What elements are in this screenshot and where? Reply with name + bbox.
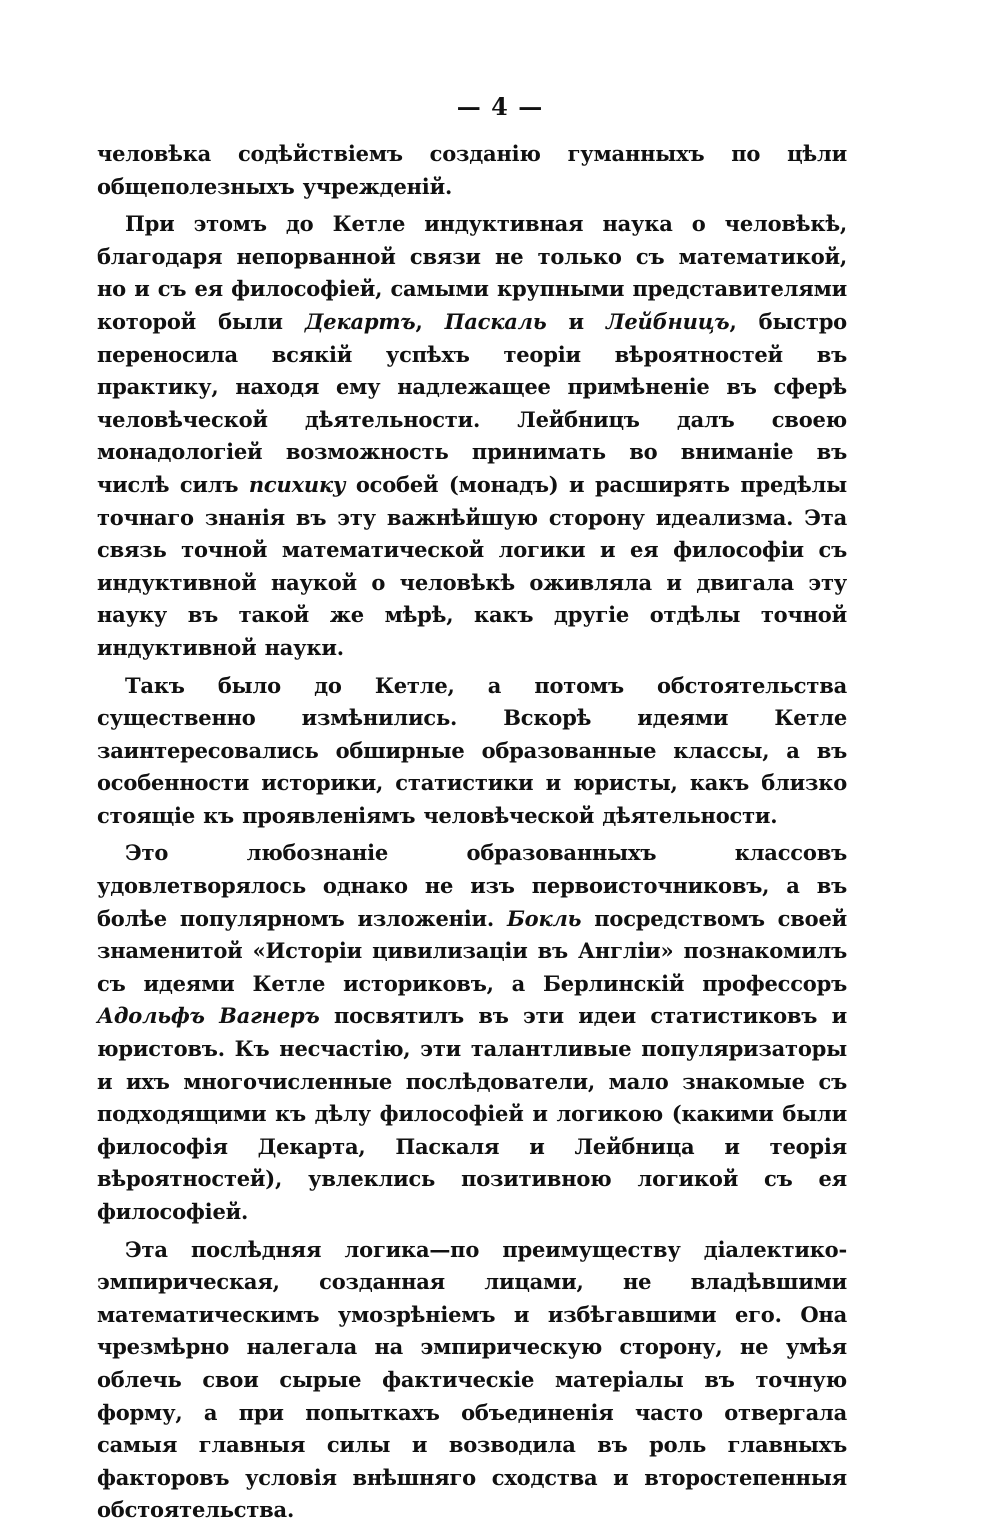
text-run: человѣка содѣйствіемъ созданію гуманныхъ по цѣли общеполезныхъ учрежденій.	[97, 141, 847, 199]
paragraph	[97, 208, 847, 664]
italic-name-run: Лейбницъ	[605, 308, 730, 334]
body-text	[97, 138, 847, 1532]
text-run: посредствомъ своей знаменитой «Исторіи цивилизаціи въ Англіи» познакомилъ съ идеями Кетле историковъ, а Берлинскій профессоръ	[97, 905, 847, 996]
italic-name-run: психику	[248, 471, 346, 497]
paragraph	[97, 1234, 847, 1527]
paragraph	[97, 138, 847, 203]
text-run: ,	[415, 308, 445, 334]
italic-name-run: Паскаль	[444, 308, 547, 334]
italic-name-run: Адольфъ Вагнеръ	[97, 1003, 320, 1029]
text-run: Такъ было до Кетле, а потомъ обстоятельства существенно измѣнились. Вскорѣ идеями Кетле заинтересовались обширные образованные классы, а въ особенности историки, статистики и юристы, какъ близко стоящіе къ проявленіямъ человѣческой дѣятельности.	[97, 672, 847, 828]
text-run: особей (монадъ) и расширять предѣлы точнаго знанія въ эту важнѣйшую сторону идеализма. Эта связь точной математической логики и ея философіи съ индуктивной наукой о человѣкѣ оживляла и двигала эту науку въ такой же мѣрѣ, какъ другіе отдѣлы точной индуктивной науки.	[97, 471, 847, 660]
text-run: Эта послѣдняя логика—по преимуществу діалектико-эмпирическая, созданная лицами, не владѣвшими математическимъ умозрѣніемъ и избѣгавшими его. Она чрезмѣрно налегала на эмпирическую сторону, не умѣя облечь свои сырые фактическіе матеріалы въ точную форму, а при попыткахъ объединенія часто отвергала самыя главныя силы и возводила въ роль главныхъ факторовъ условія внѣшняго сходства и второстепенныя обстоятельства.	[97, 1236, 847, 1523]
page-number: — 4 —	[456, 92, 544, 121]
italic-name-run: Бокль	[506, 905, 582, 931]
text-run: Это любознаніе образованныхъ классовъ удовлетворялось однако не изъ первоисточниковъ, а въ болѣе популярномъ изложеніи.	[97, 840, 847, 931]
text-run: При этомъ до Кетле индуктивная наука о человѣкѣ, благодаря непорванной связи не только съ математикой, но и съ ея философіей, самыми крупными представителями которой были	[97, 211, 847, 334]
text-run: посвятилъ въ эти идеи статистиковъ и юристовъ. Къ несчастію, эти талантливые популяризаторы и ихъ многочисленные послѣдователи, мало знакомые съ подходящими къ дѣлу философіей и логикою (какими были философія Декарта, Паскаля и Лейбница и теорія вѣроятностей), увлеклись позитивною логикой съ ея философіей.	[97, 1003, 847, 1224]
text-run: , быстро переносила всякій успѣхъ теоріи вѣроятностей въ практику, находя ему надлежащее примѣненіе въ сферѣ человѣческой дѣятельности. Лейбницъ далъ своею монадологіей возможность принимать во вниманіе въ числѣ силъ	[97, 308, 847, 497]
italic-name-run: Декартъ	[304, 308, 416, 334]
text-run: и	[546, 308, 606, 334]
paragraph	[97, 837, 847, 1228]
paragraph	[97, 670, 847, 833]
